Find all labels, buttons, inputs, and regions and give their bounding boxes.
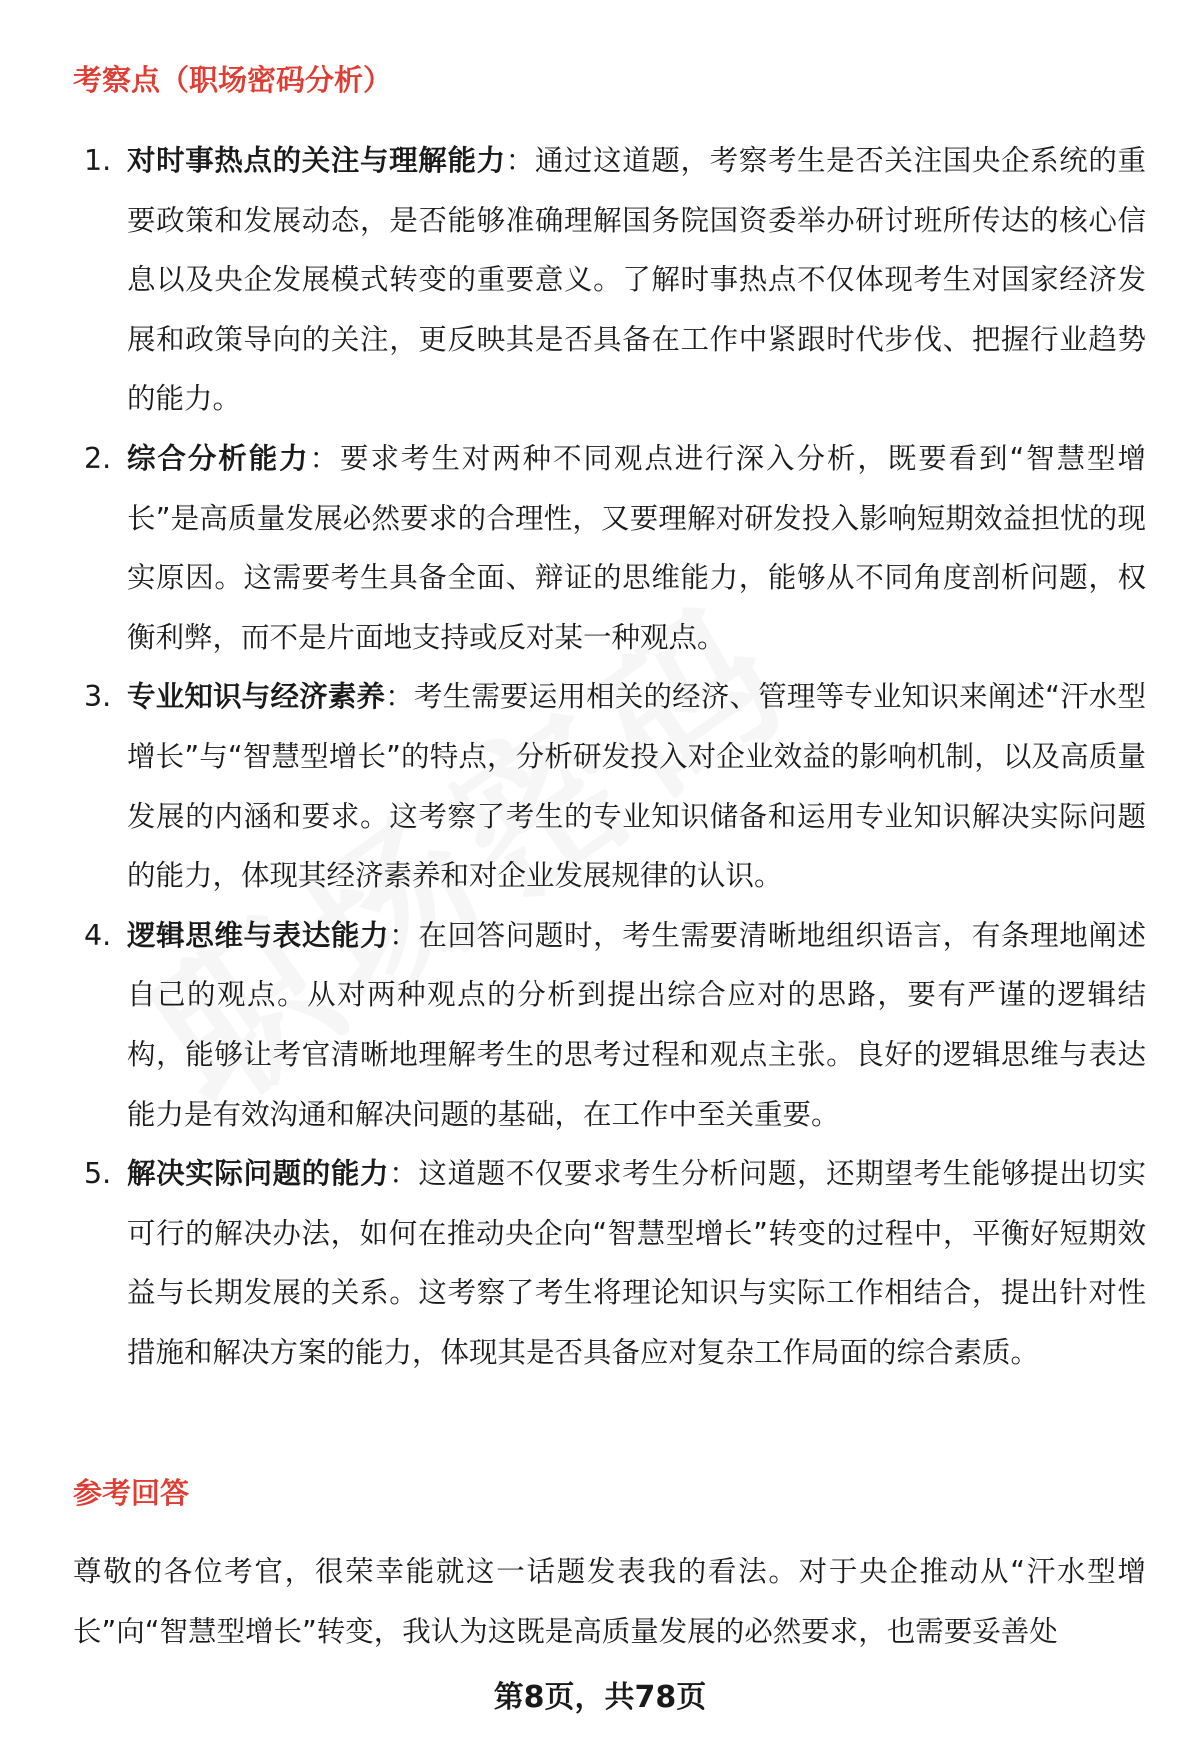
list-item-text: 考生需要运用相关的经济、管理等专业知识来阐述“汗水型增长”与“智慧型增长”的特点，分析研发投入对企业效益的影响机制，以及高质量发展的内涵和要求。这考察了考生的专业知识储备和运用专业知识解决实际问题的能力，体现其经济素养和对企业发展规律的认识。 <box>127 680 1146 893</box>
list-item <box>0 429 1200 667</box>
list-item-term: 对时事热点的关注与理解能力 <box>127 144 506 177</box>
page-number: 第8页，共78页 <box>493 1680 707 1715</box>
list-item-separator: ： <box>385 680 414 714</box>
exam-points-list <box>0 131 1200 1382</box>
list-item-separator: ： <box>389 918 419 952</box>
list-item-text: 要求考生对两种不同观点进行深入分析，既要看到“智慧型增长”是高质量发展必然要求的合理性，又要理解对研发投入影响短期效益担忧的现实原因。这需要考生具备全面、辩证的思维能力，能够从不同角度剖析问题，权衡利弊，而不是片面地支持或反对某一种观点。 <box>127 441 1146 654</box>
list-item <box>0 906 1200 1144</box>
list-item-number: 4. <box>84 918 112 952</box>
list-item-term: 逻辑思维与表达能力 <box>127 918 390 952</box>
list-item-separator: ： <box>309 441 341 475</box>
list-item-term: 解决实际问题的能力 <box>127 1157 390 1191</box>
list-item-text: 在回答问题时，考生需要清晰地组织语言，有条理地阐述自己的观点。从对两种观点的分析到提出综合应对的思路，要有严谨的逻辑结构，能够让考官清晰地理解考生的思考过程和观点主张。良好的逻辑思维与表达能力是有效沟通和解决问题的基础，在工作中至关重要。 <box>127 918 1146 1131</box>
list-item <box>0 131 1200 429</box>
section-heading-reference-answer: 参考回答 <box>73 1476 190 1510</box>
section-heading-exam-points: 考察点（职场密码分析） <box>73 63 393 97</box>
list-item-number: 2. <box>84 441 112 475</box>
list-item <box>0 1144 1200 1382</box>
list-item-separator: ： <box>389 1157 419 1191</box>
list-item <box>0 667 1200 905</box>
list-item-text: 这道题不仅要求考生分析问题，还期望考生能够提出切实可行的解决办法，如何在推动央企向“智慧型增长”转变的过程中，平衡好短期效益与长期发展的关系。这考察了考生将理论知识与实际工作相结合，提出针对性措施和解决方案的能力，体现其是否具备应对复杂工作局面的综合素质。 <box>127 1157 1146 1369</box>
reference-answer-text: 尊敬的各位考官，很荣幸能就这一话题发表我的看法。对于央企推动从“汗水型增长”向“智慧型增长”转变，我认为这既是高质量发展的必然要求，也需要妥善处 <box>73 1555 1146 1648</box>
list-item-number: 5. <box>84 1157 112 1191</box>
list-item-number: 3. <box>84 680 112 714</box>
list-item-term: 综合分析能力 <box>127 441 310 475</box>
list-item-separator: ： <box>505 144 535 177</box>
list-item-text: 通过这道题，考察考生是否关注国央企系统的重要政策和发展动态，是否能够准确理解国务院国资委举办研讨班所传达的核心信息以及央企发展模式转变的重要意义。了解时事热点不仅体现考生对国家经济发展和政策导向的关注，更反映其是否具备在工作中紧跟时代步伐、把握行业趋势的能力。 <box>127 144 1146 416</box>
list-item-term: 专业知识与经济素养 <box>127 680 386 714</box>
list-item-number: 1. <box>84 144 112 177</box>
